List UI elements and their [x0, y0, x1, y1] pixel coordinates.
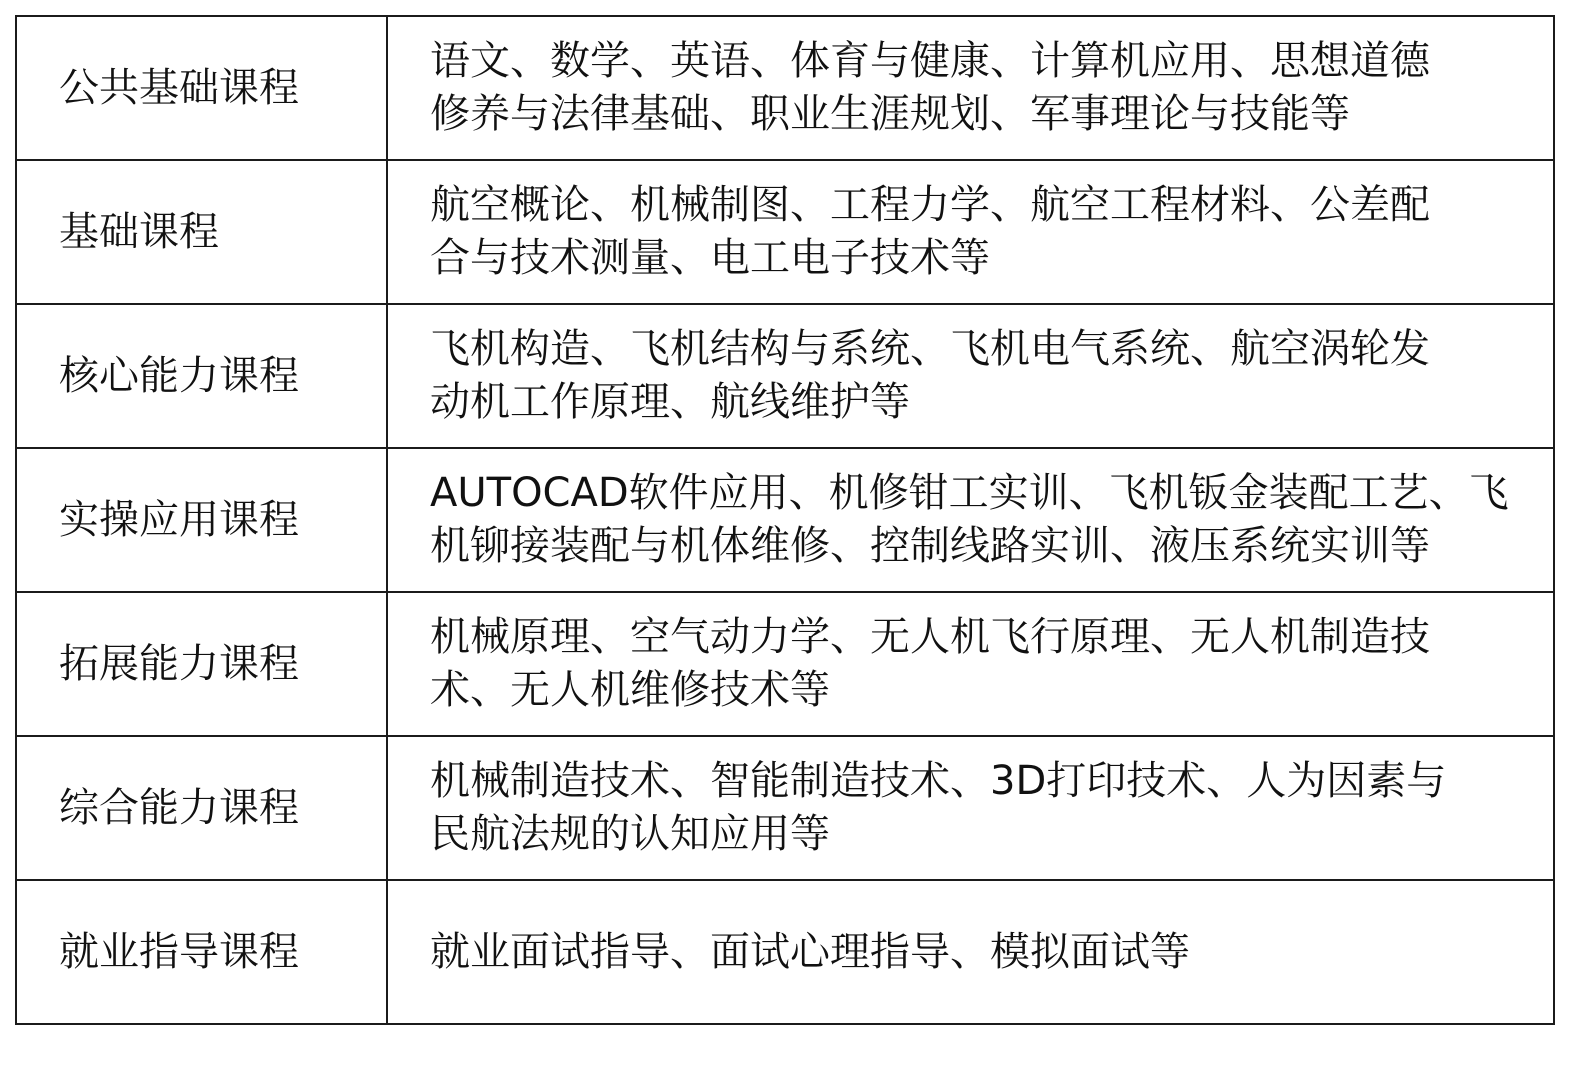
course-category-cell: 公共基础课程	[16, 16, 387, 160]
table-row-core-ability	[16, 304, 1554, 448]
table-row-comprehensive-ability	[16, 736, 1554, 880]
table-row-employment-guidance	[16, 880, 1554, 1024]
course-content-line: 术、无人机维修技术等	[430, 667, 830, 713]
course-category-cell: 实操应用课程	[16, 448, 387, 592]
course-content-line: 机械制造技术、智能制造技术、3D打印技术、人为因素与	[430, 758, 1447, 804]
course-content-line: 就业面试指导、面试心理指导、模拟面试等	[430, 928, 1190, 975]
course-content-cell	[387, 736, 1554, 880]
course-content-cell	[387, 592, 1554, 736]
course-content-line: 语文、数学、英语、体育与健康、计算机应用、思想道德	[430, 38, 1430, 84]
course-content-line: 航空概论、机械制图、工程力学、航空工程材料、公差配	[430, 182, 1430, 228]
course-content-line: 修养与法律基础、职业生涯规划、军事理论与技能等	[430, 91, 1350, 137]
course-content-line: 飞机构造、飞机结构与系统、飞机电气系统、航空涡轮发	[430, 326, 1430, 372]
table-row-public-foundation	[16, 16, 1554, 160]
course-structure-table	[15, 15, 1555, 1025]
course-content-line: 合与技术测量、电工电子技术等	[430, 235, 990, 281]
course-content-line: 民航法规的认知应用等	[430, 811, 830, 857]
course-category-cell: 基础课程	[16, 160, 387, 304]
course-content-line: 机械原理、空气动力学、无人机飞行原理、无人机制造技	[430, 614, 1430, 660]
course-category-cell: 综合能力课程	[16, 736, 387, 880]
course-category-cell: 拓展能力课程	[16, 592, 387, 736]
table-row-extended-ability	[16, 592, 1554, 736]
course-content-cell	[387, 16, 1554, 160]
course-content-cell	[387, 880, 1554, 1024]
course-content-cell	[387, 448, 1554, 592]
course-category-cell: 核心能力课程	[16, 304, 387, 448]
course-content-line: 机铆接装配与机体维修、控制线路实训、液压系统实训等	[430, 523, 1430, 569]
course-content-line: 动机工作原理、航线维护等	[430, 379, 910, 425]
course-content-cell	[387, 304, 1554, 448]
course-content-line: AUTOCAD软件应用、机修钳工实训、飞机钣金装配工艺、飞	[430, 470, 1509, 516]
course-category-cell: 就业指导课程	[16, 880, 387, 1024]
course-content-cell	[387, 160, 1554, 304]
table-row-foundation	[16, 160, 1554, 304]
table-row-practical-application	[16, 448, 1554, 592]
